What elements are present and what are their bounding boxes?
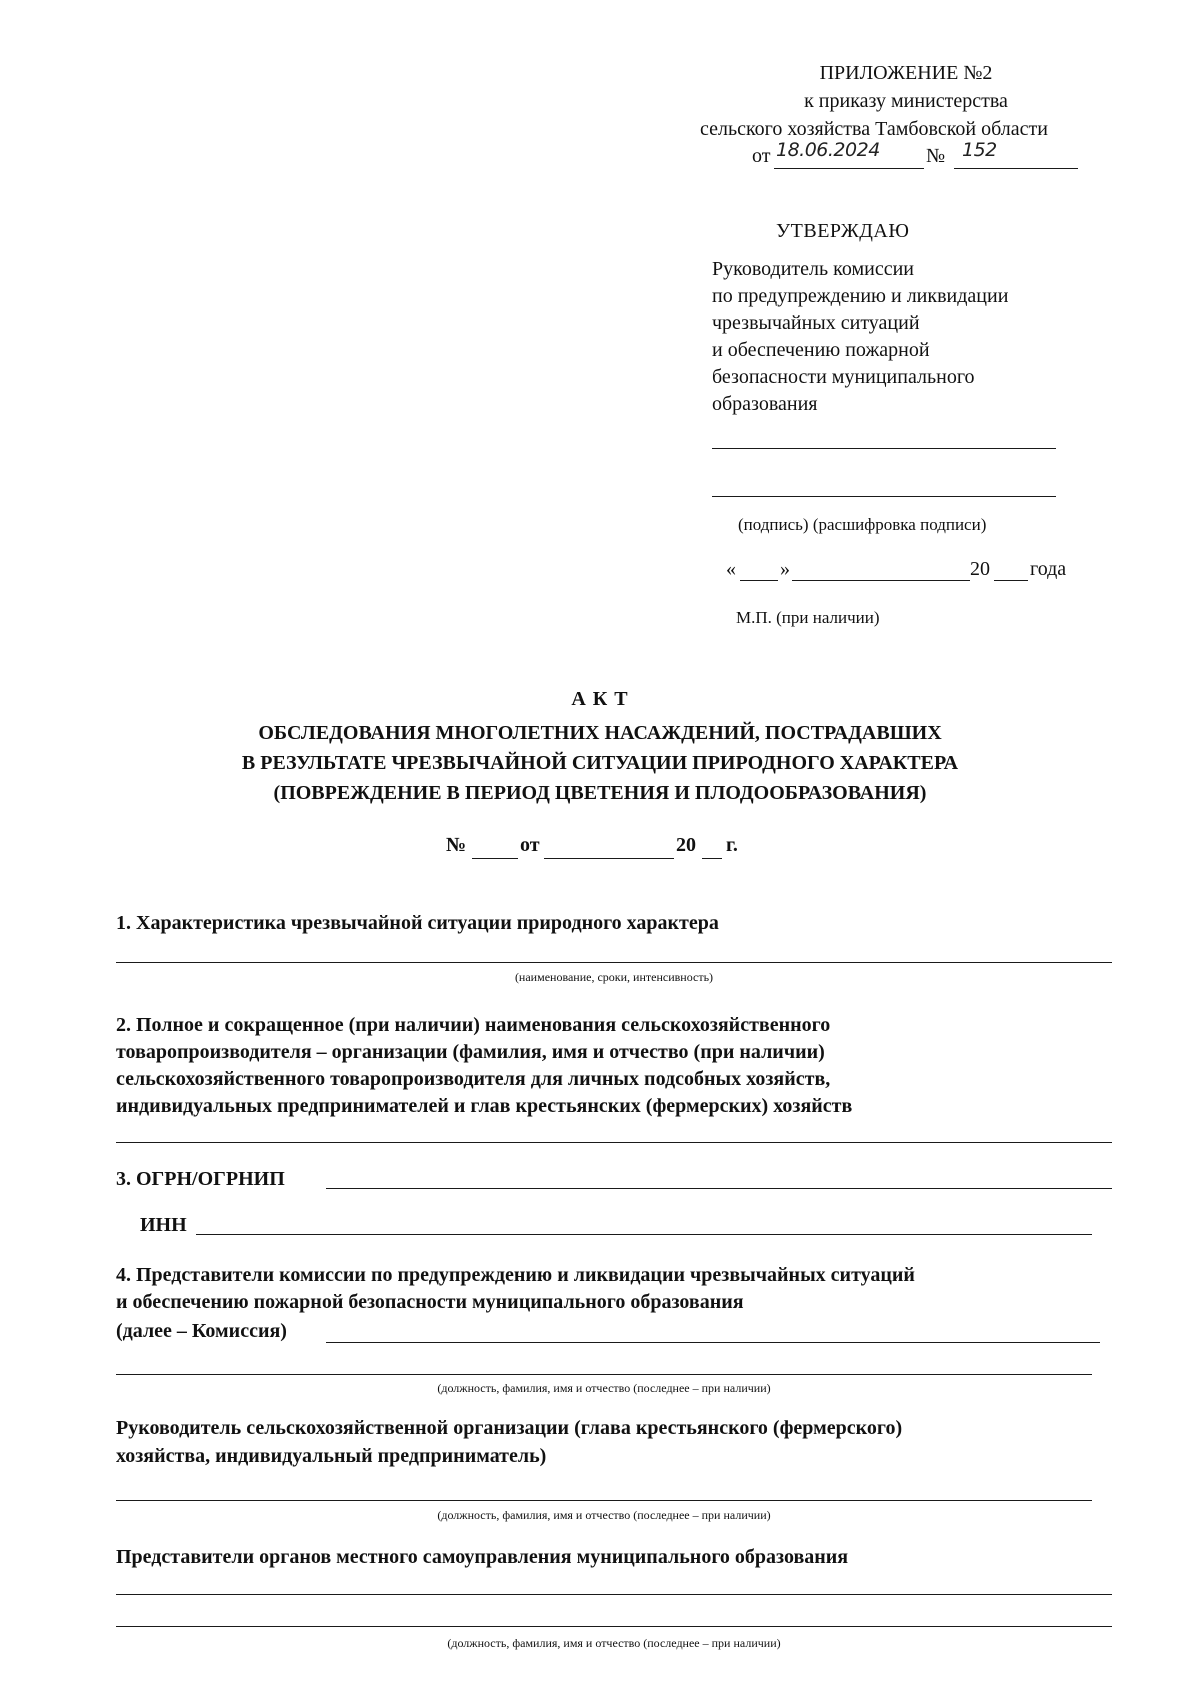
act-title: А К Т (571, 688, 629, 710)
act-number-blank[interactable] (472, 858, 518, 859)
local-field-1[interactable] (116, 1594, 1112, 1595)
local-field-2[interactable] (116, 1626, 1112, 1627)
act-subtitle-line: В РЕЗУЛЬТАТЕ ЧРЕЗВЫЧАЙНОЙ СИТУАЦИИ ПРИРОДНОГО ХАРАКТЕРА (241, 752, 959, 774)
ogrn-field[interactable] (326, 1188, 1112, 1189)
section-4-line: и обеспечению пожарной безопасности муниципального образования (116, 1291, 744, 1313)
approval-position (712, 256, 1008, 418)
section-3-title: 3. ОГРН/ОГРНИП (116, 1168, 285, 1190)
appendix-order-line (752, 139, 1082, 175)
act-date-blank[interactable] (544, 858, 674, 859)
section-2-field[interactable] (116, 1142, 1112, 1143)
commission-label: (далее – Комиссия) (116, 1320, 287, 1342)
from-label: от (752, 145, 771, 167)
inn-field[interactable] (196, 1234, 1092, 1235)
section-2-title (116, 1012, 852, 1120)
year-blank[interactable] (994, 580, 1028, 581)
section-2-line: сельскохозяйственного товаропроизводителя для личных подсобных хозяйств, (116, 1068, 831, 1090)
head-caption: (должность, фамилия, имя и отчество (последнее – при наличии) (437, 1508, 771, 1522)
approval-line: и обеспечению пожарной (712, 339, 930, 361)
section-2-line: товаропроизводителя – организации (фамилия, имя и отчество (при наличии) (116, 1041, 825, 1063)
approval-date-line: « » 20 года (726, 558, 1067, 580)
approval-title: УТВЕРЖДАЮ (776, 220, 910, 242)
section-1-caption: (наименование, сроки, интенсивность) (514, 970, 714, 984)
head-line: Руководитель сельскохозяйственной организации (глава крестьянского (фермерского) (116, 1417, 903, 1439)
appendix-line-1: к приказу министерства (804, 90, 1008, 112)
approval-line: безопасности муниципального (712, 366, 975, 388)
section-4-caption: (должность, фамилия, имя и отчество (последнее – при наличии) (437, 1381, 771, 1395)
month-blank[interactable] (792, 580, 970, 581)
appendix-title: ПРИЛОЖЕНИЕ №2 (819, 62, 993, 84)
stamp-caption: М.П. (при наличии) (736, 608, 880, 627)
local-title: Представители органов местного самоуправления муниципального образования (116, 1546, 849, 1568)
handwritten-number: 152 (962, 139, 997, 161)
signature-caption: (подпись) (расшифровка подписи) (738, 515, 987, 534)
appendix-line-2: сельского хозяйства Тамбовской области (700, 118, 1048, 140)
approval-line: чрезвычайных ситуаций (712, 312, 920, 334)
head-title (116, 1414, 902, 1470)
head-line: хозяйства, индивидуальный предприниматель) (116, 1445, 547, 1467)
section-1-title: 1. Характеристика чрезвычайной ситуации природного характера (116, 912, 719, 934)
approval-blank-line-2[interactable] (712, 496, 1056, 497)
commission-field-2[interactable] (116, 1374, 1092, 1375)
act-number-line: № от 20 г. (446, 834, 786, 864)
section-4-line: 4. Представители комиссии по предупреждению и ликвидации чрезвычайных ситуаций (116, 1264, 915, 1286)
approval-blank-line-1[interactable] (712, 448, 1056, 449)
commission-field-1[interactable] (326, 1342, 1100, 1343)
act-year-blank[interactable] (702, 858, 722, 859)
act-subtitle-line: ОБСЛЕДОВАНИЯ МНОГОЛЕТНИХ НАСАЖДЕНИЙ, ПОСТРАДАВШИХ (258, 722, 942, 744)
day-blank[interactable] (740, 580, 778, 581)
number-label: № (926, 145, 946, 167)
approval-line: образования (712, 393, 818, 415)
approval-line: по предупреждению и ликвидации (712, 285, 1009, 307)
inn-label: ИНН (140, 1214, 187, 1236)
act-subtitle-line: (ПОВРЕЖДЕНИЕ В ПЕРИОД ЦВЕТЕНИЯ И ПЛОДООБРАЗОВАНИЯ) (273, 782, 927, 804)
section-1-field[interactable] (116, 962, 1112, 963)
handwritten-date: 18.06.2024 (776, 139, 880, 161)
local-caption: (должность, фамилия, имя и отчество (последнее – при наличии) (447, 1636, 781, 1650)
head-field[interactable] (116, 1500, 1092, 1501)
section-2-line: 2. Полное и сокращенное (при наличии) наименования сельскохозяйственного (116, 1014, 831, 1036)
section-2-line: индивидуальных предпринимателей и глав крестьянских (фермерских) хозяйств (116, 1095, 853, 1117)
section-4-title (116, 1262, 915, 1316)
act-subtitle (100, 718, 1100, 808)
approval-line: Руководитель комиссии (712, 258, 914, 280)
